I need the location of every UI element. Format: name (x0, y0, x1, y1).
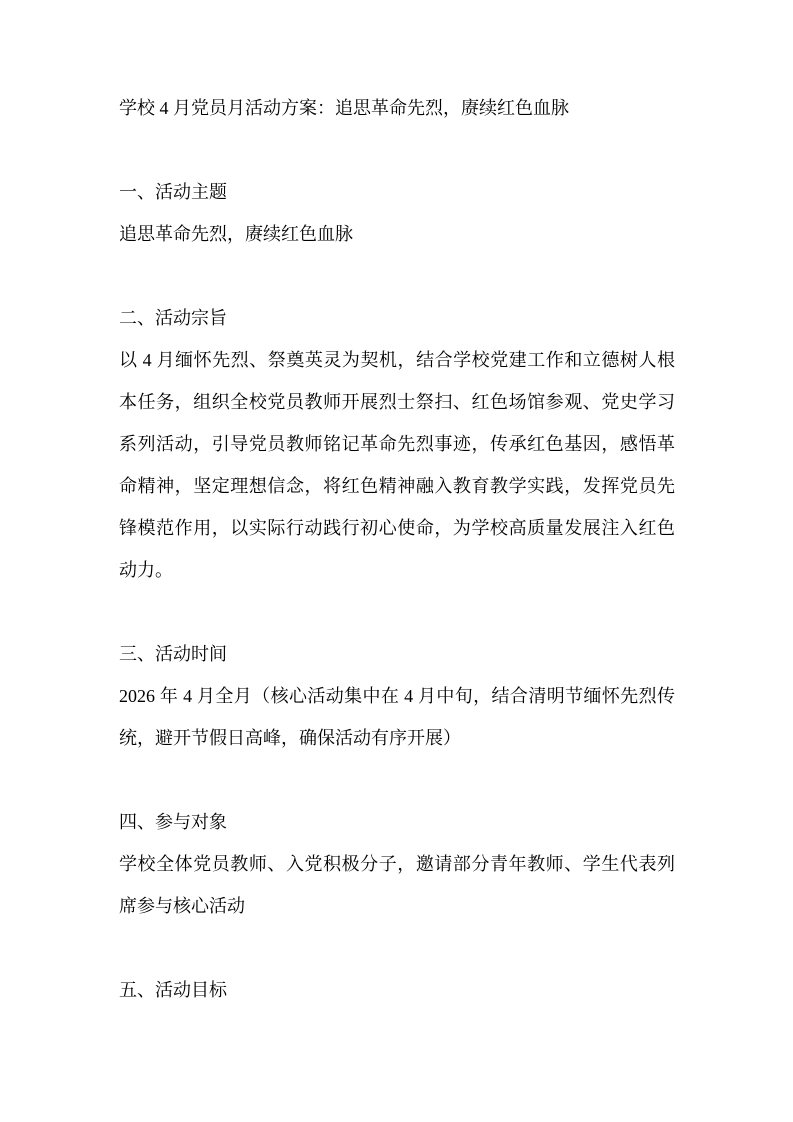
section-activity-purpose (119, 297, 675, 591)
section-heading-participants: 四、参与对象 (119, 812, 227, 832)
document-title: 学校 4 月党员月活动方案：追思革命先烈，赓续红色血脉 (119, 98, 569, 118)
section-body-activity-time: 2026 年 4 月全月（核心活动集中在 4 月中旬，结合清明节缅怀先烈传统，避开节假日高峰，确保活动有序开展） (119, 686, 675, 748)
section-activity-theme (119, 171, 675, 255)
section-heading-activity-theme: 一、活动主题 (119, 182, 227, 202)
section-heading-activity-time: 三、活动时间 (119, 644, 227, 664)
section-activity-goals (119, 969, 675, 1011)
section-body-activity-theme: 追思革命先烈，赓续红色血脉 (119, 224, 353, 244)
section-body-activity-purpose: 以 4 月缅怀先烈、祭奠英灵为契机，结合学校党建工作和立德树人根本任务，组织全校党员教师开展烈士祭扫、红色场馆参观、党史学习系列活动，引导党员教师铭记革命先烈事迹，传承红色基因，感悟革命精神，坚定理想信念，将红色精神融入教育教学实践，发挥党员先锋模范作用，以实际行动践行初心使命，为学校高质量发展注入红色动力。 (119, 350, 675, 580)
section-heading-activity-goals: 五、活动目标 (119, 980, 227, 1000)
section-participants (119, 801, 675, 927)
section-activity-time (119, 633, 675, 759)
section-heading-activity-purpose: 二、活动宗旨 (119, 308, 227, 328)
section-body-participants: 学校全体党员教师、入党积极分子，邀请部分青年教师、学生代表列席参与核心活动 (119, 854, 675, 916)
